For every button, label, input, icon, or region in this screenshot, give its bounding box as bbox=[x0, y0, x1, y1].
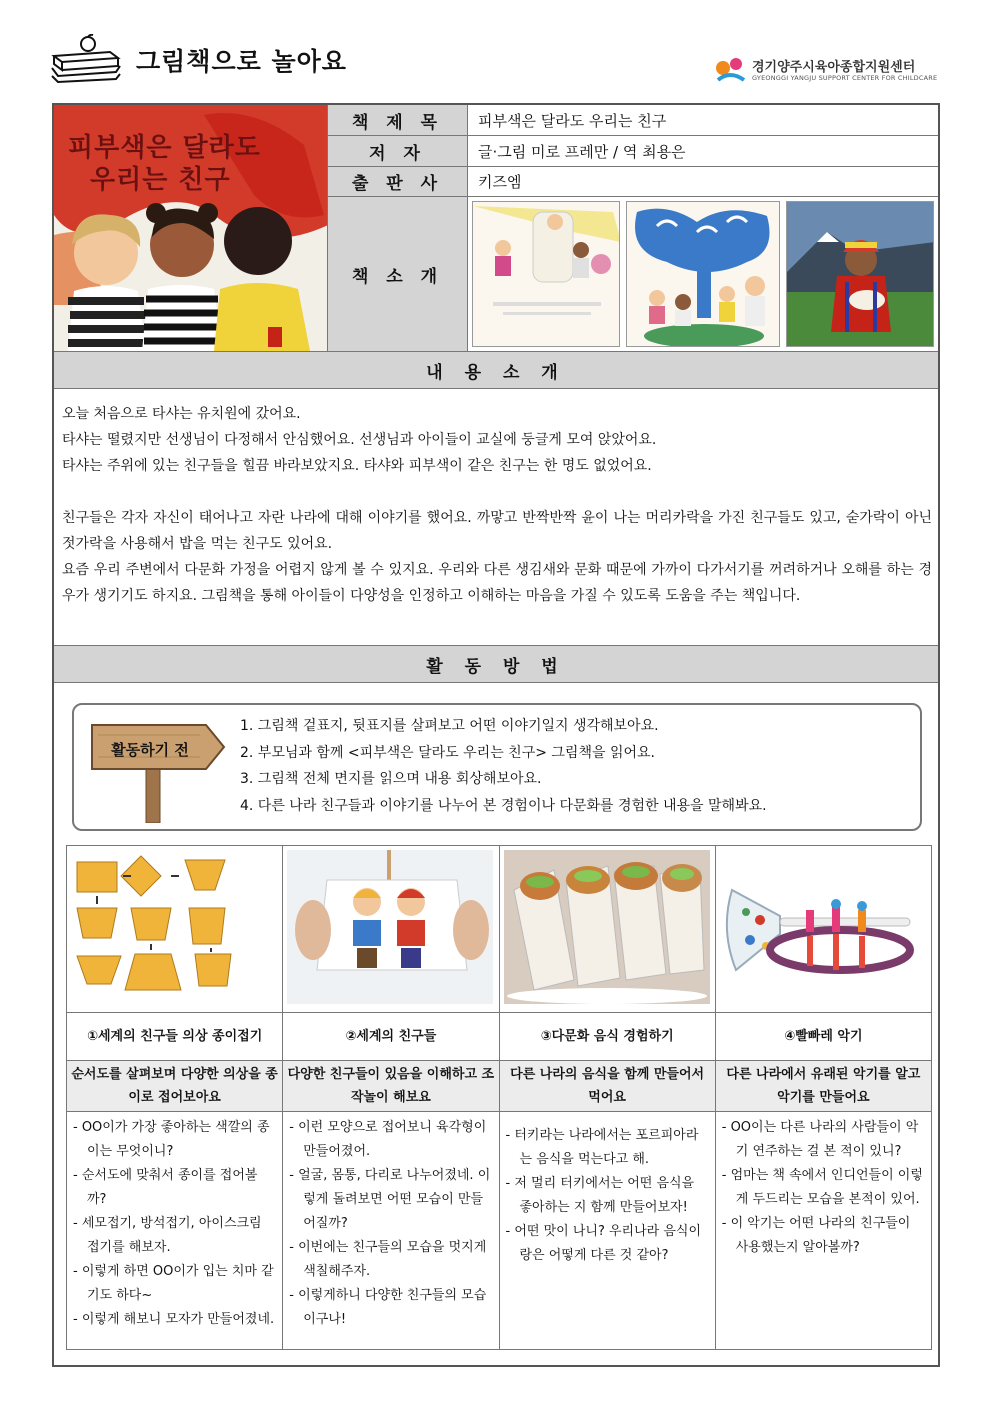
author-label: 저 자 bbox=[328, 136, 468, 167]
org-name: 경기양주시육아종합지원센터 bbox=[752, 60, 916, 75]
signpost-icon bbox=[88, 711, 228, 823]
author-value: 글·그림 미로 프레만 / 역 최용은 bbox=[468, 136, 938, 167]
activity-goal: 다른 나라의 음식을 함께 만들어서 먹어요 bbox=[499, 1061, 715, 1112]
activity-section-title: 활 동 방 법 bbox=[54, 645, 938, 683]
worksheet-frame bbox=[52, 103, 940, 1367]
activity-image-spinner bbox=[283, 846, 499, 1013]
before-step: 3. 그림책 전체 면지를 읽으며 내용 회상해보아요. bbox=[240, 771, 542, 787]
activity-image-wraps bbox=[499, 846, 715, 1013]
question-item: - 세모접기, 방석접기, 아이스크림 접기를 해보자. bbox=[73, 1212, 276, 1260]
org-subtitle: GYEONGGI YANGJU SUPPORT CENTER FOR CHILDCARE bbox=[752, 74, 938, 82]
publisher-label: 출 판 사 bbox=[328, 167, 468, 197]
publisher-value: 키즈엠 bbox=[468, 167, 938, 197]
illustration-circle bbox=[626, 201, 780, 347]
question-item: - OO이가 가장 좋아하는 색깔의 종이는 무엇이니? bbox=[73, 1116, 276, 1164]
content-paragraph: 요즘 우리 주변에서 다문화 가정을 어렵지 않게 볼 수 있지요. 우리와 다른 생김새와 문화 때문에 가까이 다가서기를 꺼려하거나 오해를 하는 경우가 생기기도 하지요. 그림책을 통해 아이들이 다양성을 인정하고 이해하는 마음을 가질 수 있도록 도움을 주는 책입니다. bbox=[62, 562, 932, 604]
content-line: 오늘 처음으로 타샤는 유치원에 갔어요. bbox=[62, 406, 301, 422]
org-logo bbox=[714, 54, 938, 90]
activity-questions bbox=[715, 1112, 931, 1350]
cover-title-line2: 우리는 친구 bbox=[90, 165, 231, 195]
question-item: - 저 멀리 터키에서는 어떤 음식을 좋아하는 지 함께 만들어보자! bbox=[506, 1172, 709, 1220]
activity-image-instrument bbox=[715, 846, 931, 1013]
before-steps bbox=[240, 713, 920, 819]
question-item: - 이렇게하니 다양한 친구들의 모습이구나! bbox=[289, 1284, 492, 1332]
books-apple-icon bbox=[50, 34, 122, 84]
page-title: 그림책으로 놀아요 bbox=[136, 47, 347, 76]
activity-image-origami bbox=[67, 846, 283, 1013]
question-item: - 터키라는 나라에서는 포르피아라는 음식을 먹는다고 해. bbox=[506, 1124, 709, 1172]
question-item: - 순서도에 맞춰서 종이를 접어볼까? bbox=[73, 1164, 276, 1212]
page-header bbox=[50, 28, 940, 90]
activity-goal: 다른 나라에서 유래된 악기를 알고 악기를 만들어요 bbox=[715, 1061, 931, 1112]
question-item: - 이렇게 해보니 모자가 만들어졌네. bbox=[73, 1308, 276, 1332]
illustration-classroom bbox=[472, 201, 620, 347]
activity-name: ①세계의 친구들 의상 종이접기 bbox=[67, 1013, 283, 1061]
activity-questions bbox=[67, 1112, 283, 1350]
content-section-title: 내 용 소 개 bbox=[54, 351, 938, 389]
before-label: 활동하기 전 bbox=[111, 741, 189, 759]
activities-table bbox=[66, 845, 932, 1350]
before-step: 2. 부모님과 함께 <피부색은 달라도 우리는 친구> 그림책을 읽어요. bbox=[240, 744, 655, 761]
question-item: - 얼굴, 몸통, 다리로 나누어졌네. 이렇게 돌려보면 어떤 모습이 만들어질까? bbox=[289, 1164, 492, 1236]
cover-title-line1: 피부색은 달라도 bbox=[68, 133, 261, 163]
question-item: - 엄마는 책 속에서 인디언들이 이렇게 두드리는 모습을 본적이 있어. bbox=[722, 1164, 925, 1212]
title-value: 피부색은 달라도 우리는 친구 bbox=[468, 105, 938, 136]
activity-name: ④빨빠레 악기 bbox=[715, 1013, 931, 1061]
intro-label: 책 소 개 bbox=[328, 197, 468, 351]
org-logo-icon bbox=[714, 56, 748, 86]
title-label: 책 제 목 bbox=[328, 105, 468, 136]
before-step: 1. 그림책 겉표지, 뒷표지를 살펴보고 어떤 이야기일지 생각해보아요. bbox=[240, 718, 659, 734]
activity-name: ③다문화 음식 경험하기 bbox=[499, 1013, 715, 1061]
before-activity-box bbox=[72, 703, 922, 831]
activity-goal: 순서도를 살펴보며 다양한 의상을 종이로 접어보아요 bbox=[67, 1061, 283, 1112]
activity-questions bbox=[499, 1112, 715, 1350]
content-intro bbox=[54, 391, 938, 609]
activity-questions bbox=[283, 1112, 499, 1350]
activity-name: ②세계의 친구들 bbox=[283, 1013, 499, 1061]
content-line: 타샤는 주위에 있는 친구들을 힐끔 바라보았지요. 타샤와 피부색이 같은 친구는 한 명도 없었어요. bbox=[62, 458, 652, 474]
book-cover bbox=[54, 105, 328, 351]
before-step: 4. 다른 나라 친구들과 이야기를 나누어 본 경험이나 다문화를 경험한 내용을 말해봐요. bbox=[240, 797, 767, 814]
book-info bbox=[54, 105, 938, 351]
question-item: - OO이는 다른 나라의 사람들이 악기 연주하는 걸 본 적이 있니? bbox=[722, 1116, 925, 1164]
content-paragraph: 친구들은 각자 자신이 태어나고 자란 나라에 대해 이야기를 했어요. 까맣고 반짝반짝 윤이 나는 머리카락을 가진 친구들도 있고, 숟가락이 아닌 젓가락을 사용해서 밥을 먹는 친구도 있어요. bbox=[62, 510, 932, 552]
activity-goal: 다양한 친구들이 있음을 이해하고 조작놀이 해보요 bbox=[283, 1061, 499, 1112]
book-illustrations bbox=[468, 197, 938, 351]
illustration-mountain bbox=[786, 201, 934, 347]
question-item: - 이번에는 친구들의 모습을 멋지게 색칠해주자. bbox=[289, 1236, 492, 1284]
question-item: - 어떤 맛이 나니? 우리나라 음식이랑은 어떻게 다른 것 같아? bbox=[506, 1220, 709, 1268]
question-item: - 이렇게 하면 OO이가 입는 치마 같기도 하다~ bbox=[73, 1260, 276, 1308]
content-line: 타샤는 떨렸지만 선생님이 다정해서 안심했어요. 선생님과 아이들이 교실에 둥글게 모여 앉았어요. bbox=[62, 432, 657, 448]
question-item: - 이 악기는 어떤 나라의 친구들이 사용했는지 알아볼까? bbox=[722, 1212, 925, 1260]
question-item: - 이런 모양으로 접어보니 육각형이 만들어졌어. bbox=[289, 1116, 492, 1164]
